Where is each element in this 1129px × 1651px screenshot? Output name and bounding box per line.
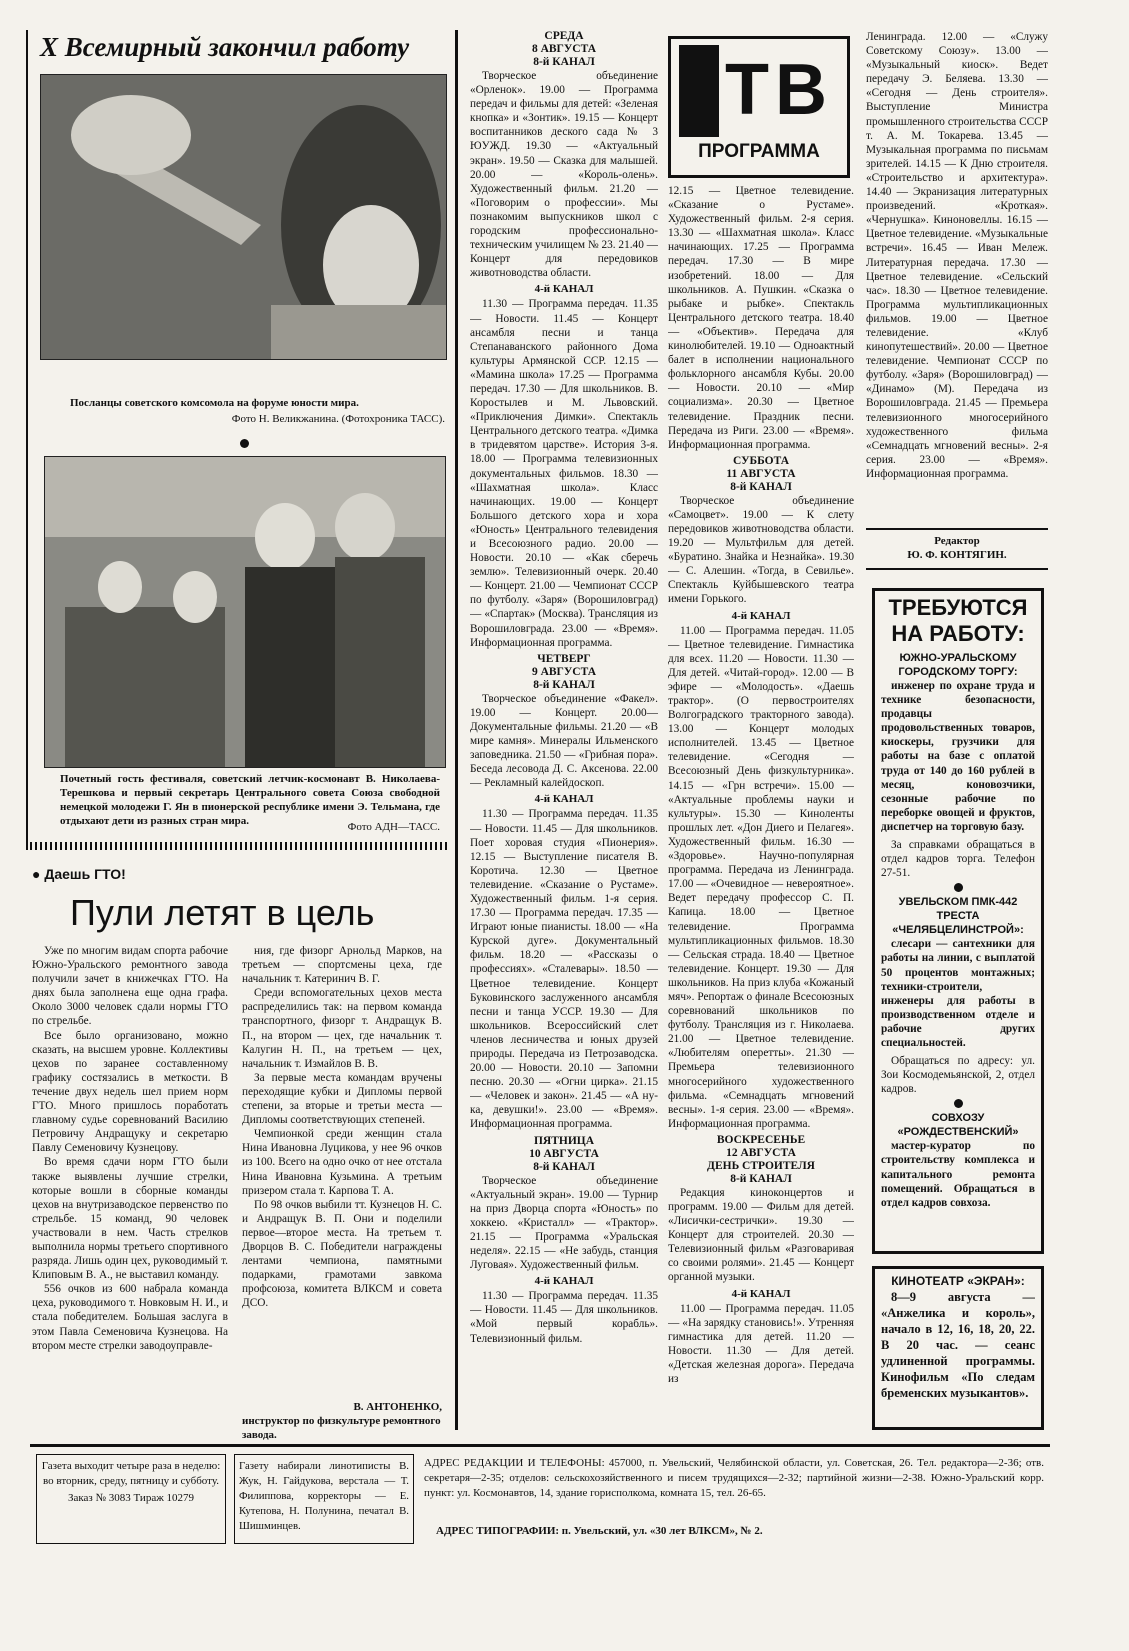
separator-dot (240, 439, 249, 448)
article-paragraph: Уже по многим видам спорта рабочие Южно-Уральского ремонтного завода получили зачет в книжечках ГТО. На днях была заполнена еще одна графа. Около 3000 человек сдали нормы ГТО по стрельбе. (32, 945, 228, 1028)
article-paragraph: 556 очков из 600 набрала команда цеха, руководимого т. Новковым Н. И., и стала победителем. Большая заслуга в этом Павла Семеновича Кузнецова. На втором месте стрелки заводоуправле- (32, 1283, 228, 1352)
tv-listing: 11.00 — Программа передач. 11.05 — «На зарядку становись!». Утренняя гимнастика для детей. 11.20 — Новости. 11.30 — Для детей. «Детская железная дорога». Передача из (668, 1302, 854, 1386)
cinema-ad-box (872, 1266, 1044, 1430)
article-paragraph: Среди вспомогательных цехов места распределились так: на первом команда транспортного, физорг т. Андращук В. П., на втором — цех, где начальник т. Калугин Н. П., на третьем — цех, начальник т. Измайлов В. В. (242, 987, 442, 1070)
article-paragraph: Все было организовано, можно сказать, на высшем уровне. Коллективы цехов по заранее составленному графику состязались в меткости. В течение двух недель шел прием норм ГТО. Много пришлось поработать главному судье соревнований Василию Петровичу Андращуку и секретарю Павлу Семеновичу Кузнецову. (32, 1029, 228, 1155)
job2-org: УВЕЛЬСКОМ ПМК-442 ТРЕСТА «ЧЕЛЯБЦЕЛИНСТРОЙ»: (892, 896, 1024, 937)
tv-day-date: 8 АВГУСТА (531, 43, 597, 55)
tv-channel-label: 8-й КАНАЛ (533, 678, 595, 691)
tv-listing-sunday-continued: Ленинграда. 12.00 — «Служу Советскому Союзу». 13.00 — «Музыкальный киоск». Ведет передачу Э. Беляева. 13.30 — «Сегодня — День строителя». Выступление Министра промышленного строительства СССР т. А. М. Токарева. 13.45 — Музыкальная программа по письмам зрителей. 14.15 — К Дню строителя. «Строительство и архитектура». 14.40 — Экранизация литературных произведений. «Кроткая». «Чернушка». Киноновеллы. 16.15 — Цветное телевидение. «Музыкальные встречи». 16.45 — Иван Мележ. Литературная передача. 17.30 — Цветное телевидение. «Сельский час». 18.30 — Цветное телевидение. Программа мультипликационных фильмов. 19.00 — Цветное телевидение. «Клуб кинопутешествий». 20.00 — Цветное телевидение. Чемпионат СССР по футболу. «Заря» (Ворошиловград) — «Динамо» (М). Передача из Ворошиловграда. 21.45 — Премьера телевизионного многосерийного художественного фильма «Семнадцать мгновений весны». 2-я серия. 23.00 — «Время». Информационная программа. (866, 31, 1048, 480)
photo-komsomol-image (41, 75, 446, 359)
job3-text: мастер-куратор по строительству комплекса и капитального ремонта помещений. Обращаться в отдел кадров совхоза. (881, 1140, 1035, 1209)
tv-day-header (668, 1134, 854, 1186)
tv-listing: 12.15 — Цветное телевидение. «Сказание о Рустаме». Художественный фильм. 2-я серия. 13.30 — «Шахматная школа». Класс начинающих. 17.25 — Программа передач. 17.30 — В мире изобретений. 18.00 — Для школьников. А. Пушкин. «Сказка о рыбаке и рыбке». Спектакль Центрального детского театра. 18.40 — «Объектив». Передача для кинолюбителей. 19.10 — Одноактный балет в исполнении национального фольклорного ансамбля Кубы. 20.00 — Новости. 20.10 — «Мир социализма». 20.30 — Цветное телевидение. Праздник песни. Передача из Риги. 23.00 — «Время». Информационная программа. (668, 185, 854, 451)
tv-listing: Творческое объединение «Факел». 19.00 — Концерт. 20.00— Документальные фильмы. 21.20 — «В мире камня». Минералы Ильменского заповедника. 21.50 — «Грибная пора». Беседа лесовода Д. С. Аксенова. 22.00 — Рекламный калейдоскоп. (470, 692, 658, 790)
tv-listing: Творческое объединение «Актуальный экран». 19.00 — Турнир на приз Дворца спорта «Юность» по хоккею. «Кристалл» — «Трактор». 21.15 — Программа «Уральская неделя». 22.15 — «Не забудь, станция Луговая». Художественный фильм. (470, 1174, 658, 1272)
article-paragraph: ния, где физорг Арнольд Марков, на третьем — спортсмены цеха, где начальник т. Катеринич В. Г. (242, 945, 442, 986)
footer-staff: Газету набирали линотиписты В. Жук, Н. Гайдукова, верстала — Т. Филиппова, корректоры — Е. Кутепова, Н. Полунина, печатал В. Шишминцев. (234, 1454, 414, 1544)
tv-day-name: ВОСКРЕСЕНЬЕ (716, 1133, 806, 1146)
article-author: В. АНТОНЕНКО, (353, 1401, 442, 1413)
hatched-divider (30, 842, 450, 850)
tv-day-date: 11 АВГУСТА (726, 467, 796, 480)
tv-logo-subtitle: ПРОГРАММА (698, 141, 820, 162)
tv-listing: 11.30 — Программа передач. 11.35 — Новости. 11.45 — Для школьников. Поет хоровая студия «Пионерия». 12.15 — Выступление писателя В. Коротича. 12.30 — Цветное телевидение. «Сказание о Рустаме». Художественный фильм. 1-я серия. 17.30 — Программа передач. 17.35 — Играют юные пианисты. 18.00 — «На Курской дуге». Документальный фильм. 18.20 — «Рассказы о профессиях». «Сталевары». 18.50 — Цветное телевидение. Концерт Буковинского заслуженного ансамбля песни и танца УССР. 19.30 — Для школьников. Всероссийский слет членов лесничества и юных друзей природы. Передача из Петрозаводска. 20.00 — Новости. 20.10 — Запомни песню. 20.30 — «Огни цирка». 21.15 — «Человек и закон». 21.45 — «А ну-ка, девушки!». 23.00 — «Время». Информационная программа. (470, 808, 658, 1131)
photo2-credit: Фото АДН—ТАСС. (347, 821, 440, 833)
article-column-1 (32, 944, 228, 1434)
article-paragraph: По 98 очков выбили тт. Кузнецов Н. С. и Андращук В. П. Они и поделили первое—второе места. На третьем т. Дворцов В. С. Победители награждены лентами чемпиона, памятными подарками, грамотами завкома профсоюза, комитета ВЛКСМ и совета ДСО. (242, 1198, 442, 1310)
article-paragraph: За первые места командам вручены переходящие кубки и Дипломы первой степени, за вторые и третьи места — Дипломы соответствующих степеней. (242, 1071, 442, 1127)
separator-dot (954, 1099, 963, 1108)
tv-listing: 11.30 — Программа передач. 11.35 — Новости. 11.45 — Концерт ансамбля песни и танца Степанаванского районного Дома культуры Армянской ССР. 12.15 — «Мамина школа» 17.25 — Программа передач. 17.30 — Для школьников. В. Коростылев и М. Львовский. «Приключения Димки». Спектакль Центрального детского театра. «Димка в тридевятом царстве». История 3-я. 18.00 — Программа телевизионных документальных фильмов. 18.30 — «Шахматная школа». Класс начинающих. 19.00 — Концерт Большого детского хора и хора «Юность» Центрального телевидения и Всесоюзного радио. 20.00 — Новости. 20.10 — «Как сберечь землю». Телевизионный очерк. 20.40 — Концерт. 21.00 — Чемпионат СССР по футболу. «Заря» (Ворошиловград) — «Спартак» (Москва). Трансляция из Ворошиловграда. 23.00 — «Время». Информационная программа. (470, 298, 658, 649)
footer-address: АДРЕС РЕДАКЦИИ И ТЕЛЕФОНЫ: 457000, п. Увельский, Челябинской области, ул. Советская, 26. Тел. редактора—2-36; отв. секретаря—2-35; отделов: сельскохозяйственного и писем трудящихся—2-32; партийной жизни—2-38. Южно-Уральский корр. пункт: ул. Космонавтов, 14, здание горисполкома, комната 15, тел. 26-65. (424, 1457, 1044, 1499)
photo-tereshkova-image (45, 457, 445, 767)
photo1-credit: Фото Н. Великжанина. (Фотохроника ТАСС). (231, 413, 445, 425)
logo-black-bar (679, 45, 719, 137)
job3-org: СОВХОЗУ «РОЖДЕСТВЕНСКИЙ» (897, 1112, 1019, 1139)
photo-tereshkova (44, 456, 446, 768)
tv-listing: Творческое объединение «Орленок». 19.00 — Программа передач и фильмы для детей: «Зеленая кнопка» и «Зонтик». 19.15 — Концерт воспитанников деского сада № 3 ЮУЖД. 19.30 — «Актуальный экран». 19.50 — Сказка для малышей. 20.00 — «Король-олень». Художественный фильм. 21.20 — «Поговорим о профессии». Мы познакомим выпускников школ с городским профессионально-техническим училищем № 23. 21.40 — Концерт для передовиков животноводства области. (470, 70, 658, 280)
tv-channel-label: 8-й КАНАЛ (533, 1160, 595, 1173)
tv-channel-label: 4-й КАНАЛ (731, 1287, 791, 1300)
separator-dot (954, 883, 963, 892)
job1-org: ЮЖНО-УРАЛЬСКОМУ ГОРОДСКОМУ ТОРГУ: (898, 652, 1018, 678)
tv-logo-letters: ТВ (725, 50, 833, 130)
tv-channel-label: 8-й КАНАЛ (730, 480, 792, 493)
tv-channel-label: 4-й КАНАЛ (534, 793, 594, 806)
festival-headline: X Всемирный закончил работу (40, 32, 410, 62)
column-divider (455, 30, 458, 1430)
tv-channel-label: 4-й КАНАЛ (534, 283, 594, 296)
publication-schedule: Газета выходит четыре раза в неделю: во вторник, среду, пятницу и субботу. (41, 1460, 221, 1487)
photo2-caption: Почетный гость фестиваля, советский летчик-космонавт В. Николаева-Терешкова и первый секретарь Центрального совета Союза свободной немецкой молодежи Г. Ян в пионерской республике имени Э. Тельмана, где отдыхают дети из разных стран мира. (60, 773, 440, 827)
article-rubric: ● Даешь ГТО! (32, 866, 126, 882)
article-byline (242, 1400, 442, 1442)
tv-day-name: ПЯТНИЦА (533, 1134, 595, 1147)
tv-channel-label: 8-й КАНАЛ (730, 1172, 792, 1185)
tv-column-2 (668, 184, 854, 1440)
cinema-title: КИНОТЕАТР «ЭКРАН»: (891, 1274, 1025, 1288)
job2-text: слесари — сантехники для работы на линии, с выплатой 50 процентов монтажных; техники-строители, инженеры для работы в производственном отделе и рабочие других специальностей. (881, 938, 1035, 1049)
tv-day-header (470, 30, 658, 69)
tv-listing: 11.30 — Программа передач. 11.35 — Новости. 11.45 — Для школьников. «Мой первый корабль». Телевизионный фильм. (470, 1290, 658, 1345)
tv-column-1 (470, 30, 658, 1440)
tv-day-name: СРЕДА (544, 30, 584, 42)
tv-day-date: 9 АВГУСТА (531, 665, 597, 678)
photo1-caption: Посланцы советского комсомола на форуме юности мира. (70, 397, 359, 409)
tv-channel-label: 4-й КАНАЛ (731, 609, 791, 622)
jobs-title: ТРЕБУЮТСЯ НА РАБОТУ: (888, 595, 1028, 646)
tv-day-date: 12 АВГУСТА (726, 1146, 796, 1159)
photo-komsomol-delegates (40, 74, 447, 360)
tv-listing: Творческое объединение «Самоцвет». 19.00 — К слету передовиков животноводства области. 19.20 — Мультфильм для детей. «Буратино. Знайка и Незнайка». 19.30 — С. Алешин. «Тогда, в Севилье». Спектакль Куйбышевского театра имени Горького. (668, 494, 854, 606)
editor-rule (866, 528, 1048, 530)
tv-listing: 11.00 — Программа передач. 11.05 — Цветное телевидение. Гимнастика для всех. 11.20 — Новости. 11.30 — Для детей. «Читай-город». 12.00 — В эфире — «Молодость». «Даешь трактор». (О первостроителях Волгоградского тракторного завода). 13.00 — Концерт молодых исполнителей. 13.45 — Цветное телевидение. «Сегодня — Всесоюзный День физкультурника». 14.15 — «Грн встречи». 15.00 — «Актуальные проблемы науки и культуры». 15.30 — Киноленты прошлых лет. «Дон Диего и Пелагея». Художественный фильм. 16.30 — «Здоровье». Научно-популярная программа. Передача из Ленинграда. 17.00 — «Очевидное — невероятное». Ведет передачу профессор С. П. Капица. 18.00 — Цветное телевидение. Программа мультипликационных фильмов. 18.30 — Сельская страда. 18.40 — Цветное телевидение. Концерт. 19.30 — Для школьников. На приз клуба «Кожаный мяч». Репортаж о финале Всесоюзных соревнований школьников по футболу. Трансляция из г. Николаева. 21.00 — Цветное телевидение. «Любителям оперетты». 21.30 — Премьера телевизионного многосерийного художественного фильма. «Семнадцать мгновений весны». 1-я серия. 23.00 — «Время». Информационная программа. (668, 624, 854, 1130)
article-column-2 (242, 944, 442, 1389)
editor-rule-bottom (866, 568, 1048, 570)
article-rubric-text: Даешь ГТО! (44, 866, 126, 882)
job1-text: инженер по охране труда и технике безопасности, продавцы продовольственных товаров, киоскеры, грузчики для работы на базе с оплатой труда от 140 до 160 рублей в месяц, коновозчики, сезонные рабочие по переборке овощей и фруктов, диспетчер на торговую базу. (881, 680, 1035, 833)
jobs-ad-box (872, 588, 1044, 1254)
tv-channel-label: 8-й КАНАЛ (533, 56, 595, 68)
editor-block (866, 534, 1048, 562)
footer-print-address: АДРЕС ТИПОГРАФИИ: п. Увельский, ул. «30 лет ВЛКСМ», № 2. (436, 1525, 763, 1537)
cinema-text: 8—9 августа — «Анжелика и король», начало в 12, 16, 18, 20, 22. В 20 час. — сеанс удлиненной программы. Кинофильм «По следам бременских музыкантов». (881, 1290, 1035, 1400)
job1-contact: За справками обращаться в отдел кадров торга. Телефон 27-51. (881, 839, 1035, 880)
tv-listing: Редакция киноконцертов и программ. 19.00 — Фильм для детей. «Лисички-сестрички». 19.30 — Концерт для строителей. 20.30 — Телевизионный фильм «Разговаривая со своими ролями». 21.45 — Концерт органной музыки. (668, 1186, 854, 1284)
tv-channel-label: 4-й КАНАЛ (534, 1275, 594, 1288)
editor-label: Редактор (934, 535, 980, 547)
article-title: Пули летят в цель (70, 892, 375, 933)
tv-program-logo (668, 36, 850, 178)
left-margin-rule (26, 30, 28, 850)
footer-publication-info (36, 1454, 226, 1544)
tv-day-header (470, 653, 658, 692)
tv-day-date: 10 АВГУСТА (529, 1147, 599, 1160)
footer-rule (30, 1444, 1050, 1447)
article-paragraph: Чемпионкой среди женщин стала Нина Ивановна Луцикова, у нее 96 очков из 100. Всего на одно очко от нее отстала Нина Ивановна Кузьмина. А третьим призером стала т. Карпова Т. А. (242, 1128, 442, 1197)
article-author-role: инструктор по физкультуре ремонтного завода. (242, 1415, 441, 1441)
article-paragraph: Во время сдачи норм ГТО были также выявлены лучшие стрелки, которые вошли в сборные команды цехов на внутризаводское первенство по стрельбе. 15 команд, 90 человек участвовали в нем. Часть стрелков выполнила нормы третьего спортивного разряда. Лишь один цех, руководимый т. Клиповым В. А., не выставил команду. (32, 1156, 228, 1282)
print-order: Заказ № 3083 Тираж 10279 (67, 1492, 195, 1504)
tv-day-holiday: ДЕНЬ СТРОИТЕЛЯ (707, 1159, 815, 1172)
job2-contact: Обращаться по адресу: ул. Зои Космодемьянской, 2, отдел кадров. (881, 1055, 1035, 1096)
editor-name: Ю. Ф. КОНТЯГИН. (907, 549, 1007, 561)
tv-day-header (668, 455, 854, 494)
tv-day-header (470, 1135, 658, 1174)
tv-day-name: ЧЕТВЕРГ (537, 652, 591, 665)
tv-day-name: СУББОТА (732, 454, 790, 467)
